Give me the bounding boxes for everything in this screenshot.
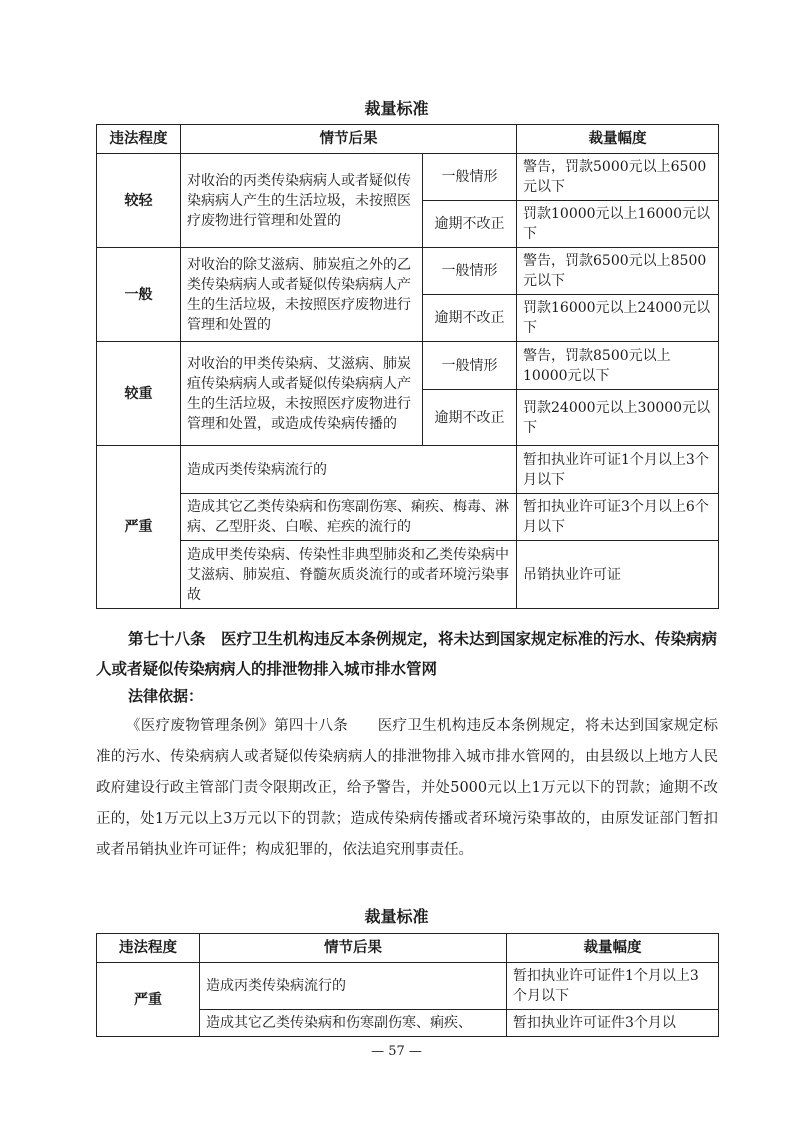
discretion-table-1: [96, 124, 719, 609]
range-severe-3: 吊销执业许可证: [517, 541, 719, 609]
situation-general: 一般情形: [423, 248, 517, 295]
consequence-light: 对收治的丙类传染病病人或者疑似传染病病人产生的生活垃圾，未按照医疗废物进行管理和处置的: [181, 154, 423, 248]
header-range: 裁量幅度: [507, 934, 719, 963]
level-severe: 严重: [97, 963, 200, 1037]
table1-title: 裁量标准: [364, 99, 429, 118]
consequence-severe-1: 造成丙类传染病流行的: [181, 446, 517, 494]
level-heavier: 较重: [97, 342, 181, 446]
range-severe-1: 暂扣执业许可证1个月以上3个月以下: [517, 446, 719, 494]
discretion-table-2: [96, 933, 719, 1037]
consequence-severe-2: 造成其它乙类传染病和伤寒副伤寒、痢疾、: [200, 1010, 507, 1037]
consequence-general: 对收治的除艾滋病、肺炭疽之外的乙类传染病病人或者疑似传染病病人产生的生活垃圾，未按照医疗废物进行管理和处置的: [181, 248, 423, 342]
consequence-severe-3: 造成甲类传染病、传染性非典型肺炎和乙类传染病中艾滋病、肺炭疽、脊髓灰质炎流行的或者环境污染事故: [181, 541, 517, 609]
header-level: 违法程度: [97, 934, 200, 963]
range-heavier-overdue: 罚款24000元以上30000元以下: [517, 390, 719, 446]
table-row: [97, 541, 719, 609]
range-severe-2: 暂扣执业许可证3个月以上6个月以下: [517, 494, 719, 541]
header-consequence: 情节后果: [200, 934, 507, 963]
header-level: 违法程度: [97, 125, 181, 154]
situation-overdue: 逾期不改正: [423, 295, 517, 342]
article-heading-text: 第七十八条 医疗卫生机构违反本条例规定，将未达到国家规定标准的污水、传染病病人或者疑似传染病病人的排泄物排入城市排水管网: [96, 630, 718, 678]
range-severe-1: 暂扣执业许可证件1个月以上3个月以下: [507, 963, 719, 1010]
consequence-severe-2: 造成其它乙类传染病和伤寒副伤寒、痢疾、梅毒、淋病、乙型肝炎、白喉、疟疾的流行的: [181, 494, 517, 541]
range-severe-2: 暂扣执业许可证件3个月以: [507, 1010, 719, 1037]
consequence-heavier: 对收治的甲类传染病、艾滋病、肺炭疽传染病病人或者疑似传染病病人产生的生活垃圾，未按照医疗废物进行管理和处置，或造成传染病传播的: [181, 342, 423, 446]
level-general: 一般: [97, 248, 181, 342]
header-consequence: 情节后果: [181, 125, 517, 154]
table-row: [97, 248, 719, 295]
range-light-overdue: 罚款10000元以上16000元以下: [517, 201, 719, 248]
table-row: [97, 963, 719, 1010]
article-heading: [96, 624, 718, 684]
consequence-severe-1: 造成丙类传染病流行的: [200, 963, 507, 1010]
table-header-row: [97, 125, 719, 154]
legal-basis-text: 《医疗废物管理条例》第四十八条 医疗卫生机构违反本条例规定，将未达到国家规定标准的污水、传染病病人或者疑似传染病病人的排泄物排入城市排水管网的，由县级以上地方人民政府建设行政主管部门责令限期改正，给予警告，并处5000元以上1万元以下的罚款；逾期不改正的，处1万元以上3万元以下的罚款；造成传染病传播或者环境污染事故的，由原发证部门暂扣或者吊销执业许可证件；构成犯罪的，依法追究刑事责任。: [96, 718, 718, 858]
level-light: 较轻: [97, 154, 181, 248]
table-row: [97, 154, 719, 201]
range-general-general: 警告，罚款6500元以上8500元以下: [517, 248, 719, 295]
range-general-overdue: 罚款16000元以上24000元以下: [517, 295, 719, 342]
table-row: [97, 494, 719, 541]
range-heavier-general: 警告，罚款8500元以上10000元以下: [517, 342, 719, 390]
table-header-row: [97, 934, 719, 963]
header-range: 裁量幅度: [517, 125, 719, 154]
range-light-general: 警告，罚款5000元以上6500元以下: [517, 154, 719, 201]
level-severe: 严重: [97, 446, 181, 609]
situation-general: 一般情形: [423, 342, 517, 390]
situation-overdue: 逾期不改正: [423, 201, 517, 248]
table-row: [97, 342, 719, 390]
table-row: [97, 446, 719, 494]
situation-general: 一般情形: [423, 154, 517, 201]
situation-overdue: 逾期不改正: [423, 390, 517, 446]
table2-title: 裁量标准: [364, 907, 429, 926]
page-number: — 57 —: [371, 1044, 422, 1059]
legal-basis-label: 法律依据：: [128, 687, 204, 705]
